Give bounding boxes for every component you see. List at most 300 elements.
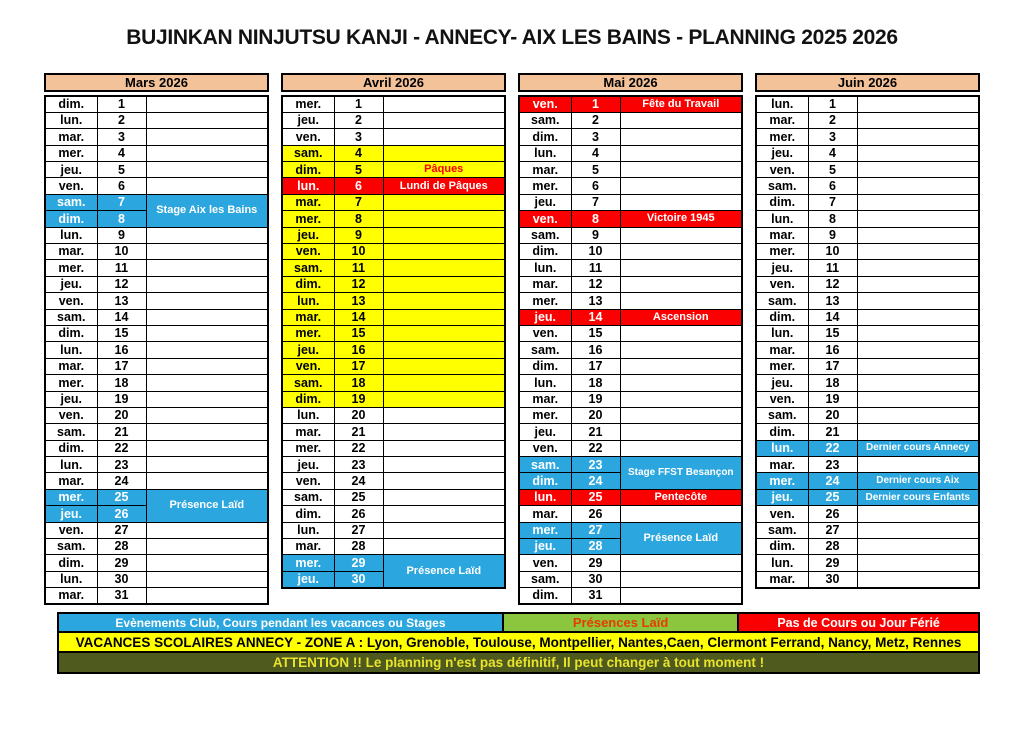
day-name-cell: mar.: [756, 227, 808, 243]
day-row: [756, 375, 979, 391]
day-name-cell: mar.: [519, 162, 571, 178]
day-number-cell: 24: [97, 473, 146, 489]
day-row: [756, 260, 979, 276]
day-number-cell: 26: [808, 506, 857, 522]
day-row: [282, 539, 505, 555]
event-cell-empty: [620, 129, 742, 145]
day-row: [45, 588, 268, 604]
day-row: [282, 555, 505, 571]
day-name-cell: ven.: [45, 522, 97, 538]
day-number-cell: 28: [571, 539, 620, 555]
day-name-cell: jeu.: [282, 227, 334, 243]
day-name-cell: lun.: [519, 260, 571, 276]
day-number-cell: 11: [571, 260, 620, 276]
day-number-cell: 11: [334, 260, 383, 276]
event-cell-empty: [857, 375, 979, 391]
day-name-cell: mar.: [519, 391, 571, 407]
day-name-cell: jeu.: [756, 489, 808, 505]
day-row: [519, 260, 742, 276]
day-row: [45, 96, 268, 112]
legend-warning: ATTENTION !! Le planning n'est pas définitif, Il peut changer à tout moment !: [57, 653, 980, 674]
day-name-cell: jeu.: [519, 194, 571, 210]
month-title: Juin 2026: [755, 73, 980, 92]
day-row: [756, 112, 979, 128]
day-number-cell: 15: [97, 325, 146, 341]
event-cell-empty: [857, 522, 979, 538]
day-number-cell: 5: [334, 162, 383, 178]
day-row: [45, 358, 268, 374]
event-cell-empty: [146, 440, 268, 456]
legend-presences-laid: Présences Laïd: [502, 614, 737, 631]
event-cell-empty: [383, 473, 505, 489]
day-row: [45, 457, 268, 473]
day-row: [519, 407, 742, 423]
day-name-cell: ven.: [756, 162, 808, 178]
month-mars-2026: [44, 73, 269, 605]
day-number-cell: 31: [97, 588, 146, 604]
event-cell-empty: [146, 162, 268, 178]
day-number-cell: 14: [808, 309, 857, 325]
day-number-cell: 6: [334, 178, 383, 194]
event-cell-empty: [620, 325, 742, 341]
day-row: [519, 588, 742, 604]
day-number-cell: 26: [97, 506, 146, 522]
day-row: [282, 145, 505, 161]
day-name-cell: mer.: [45, 145, 97, 161]
day-number-cell: 16: [97, 342, 146, 358]
day-row: [519, 227, 742, 243]
event-cell-empty: [383, 293, 505, 309]
day-number-cell: 29: [571, 555, 620, 571]
event-cell-empty: [383, 96, 505, 112]
day-number-cell: 4: [334, 145, 383, 161]
day-number-cell: 1: [571, 96, 620, 112]
day-name-cell: dim.: [519, 588, 571, 604]
month-title: Mars 2026: [44, 73, 269, 92]
day-name-cell: mar.: [282, 539, 334, 555]
day-number-cell: 3: [334, 129, 383, 145]
day-name-cell: mer.: [282, 325, 334, 341]
day-name-cell: lun.: [282, 178, 334, 194]
day-name-cell: lun.: [45, 112, 97, 128]
day-name-cell: ven.: [45, 407, 97, 423]
event-cell-empty: [857, 407, 979, 423]
legend-no-class-or-holiday: Pas de Cours ou Jour Férié: [737, 614, 978, 631]
day-name-cell: jeu.: [519, 309, 571, 325]
day-name-cell: lun.: [45, 571, 97, 587]
day-number-cell: 20: [97, 407, 146, 423]
event-cell-empty: [857, 227, 979, 243]
day-name-cell: mer.: [756, 473, 808, 489]
day-row: [282, 375, 505, 391]
event-cell: Lundi de Pâques: [383, 178, 505, 194]
event-cell: Stage FFST Besançon: [620, 457, 742, 490]
event-cell: Victoire 1945: [620, 211, 742, 227]
day-name-cell: dim.: [519, 473, 571, 489]
day-row: [756, 391, 979, 407]
day-number-cell: 22: [571, 440, 620, 456]
day-name-cell: mar.: [756, 342, 808, 358]
event-cell-empty: [857, 342, 979, 358]
day-row: [45, 375, 268, 391]
day-number-cell: 17: [571, 358, 620, 374]
day-name-cell: lun.: [282, 293, 334, 309]
day-row: [45, 260, 268, 276]
day-row: [756, 309, 979, 325]
event-cell-empty: [857, 211, 979, 227]
month-title: Mai 2026: [518, 73, 743, 92]
day-row: [282, 506, 505, 522]
calendar-table: [755, 95, 980, 589]
event-cell-empty: [146, 293, 268, 309]
day-number-cell: 14: [97, 309, 146, 325]
calendar-table: [518, 95, 743, 605]
day-name-cell: dim.: [519, 129, 571, 145]
day-row: [519, 178, 742, 194]
event-cell-empty: [383, 539, 505, 555]
day-row: [45, 112, 268, 128]
day-row: [519, 358, 742, 374]
day-row: [282, 178, 505, 194]
day-number-cell: 3: [808, 129, 857, 145]
day-number-cell: 2: [808, 112, 857, 128]
event-cell-empty: [383, 440, 505, 456]
event-cell-empty: [146, 260, 268, 276]
day-name-cell: jeu.: [282, 571, 334, 587]
day-name-cell: mar.: [756, 112, 808, 128]
day-name-cell: dim.: [45, 211, 97, 227]
day-number-cell: 22: [97, 440, 146, 456]
event-cell-empty: [620, 588, 742, 604]
event-cell-empty: [146, 424, 268, 440]
event-cell-empty: [857, 506, 979, 522]
event-cell-empty: [383, 424, 505, 440]
day-number-cell: 22: [808, 440, 857, 456]
day-name-cell: ven.: [756, 506, 808, 522]
day-name-cell: ven.: [282, 129, 334, 145]
day-number-cell: 27: [97, 522, 146, 538]
event-cell-empty: [383, 489, 505, 505]
legend-color-key-row: [57, 612, 980, 633]
day-number-cell: 27: [334, 522, 383, 538]
day-name-cell: sam.: [756, 178, 808, 194]
day-row: [756, 358, 979, 374]
day-number-cell: 15: [571, 325, 620, 341]
event-cell: Fête du Travail: [620, 96, 742, 112]
day-row: [282, 244, 505, 260]
day-row: [519, 342, 742, 358]
event-cell-empty: [620, 358, 742, 374]
day-row: [756, 489, 979, 505]
day-name-cell: mer.: [45, 375, 97, 391]
day-row: [45, 194, 268, 210]
event-cell-empty: [146, 391, 268, 407]
day-row: [282, 96, 505, 112]
day-name-cell: sam.: [45, 194, 97, 210]
event-cell-empty: [857, 96, 979, 112]
day-number-cell: 24: [334, 473, 383, 489]
event-cell-empty: [857, 309, 979, 325]
event-cell-empty: [857, 260, 979, 276]
day-number-cell: 30: [808, 571, 857, 587]
day-name-cell: sam.: [45, 309, 97, 325]
day-number-cell: 8: [334, 211, 383, 227]
event-cell: Ascension: [620, 309, 742, 325]
day-name-cell: dim.: [282, 506, 334, 522]
event-cell-empty: [857, 129, 979, 145]
day-row: [519, 571, 742, 587]
day-number-cell: 4: [571, 145, 620, 161]
day-row: [282, 457, 505, 473]
event-cell-empty: [620, 571, 742, 587]
day-name-cell: ven.: [282, 473, 334, 489]
day-number-cell: 12: [571, 276, 620, 292]
day-name-cell: lun.: [519, 375, 571, 391]
event-cell-empty: [146, 325, 268, 341]
day-number-cell: 30: [97, 571, 146, 587]
day-row: [519, 309, 742, 325]
day-number-cell: 25: [334, 489, 383, 505]
day-row: [282, 391, 505, 407]
day-name-cell: lun.: [45, 227, 97, 243]
day-row: [45, 473, 268, 489]
day-row: [756, 539, 979, 555]
event-cell-empty: [383, 194, 505, 210]
event-cell-empty: [383, 506, 505, 522]
day-row: [519, 96, 742, 112]
event-cell-empty: [146, 342, 268, 358]
day-row: [519, 489, 742, 505]
day-number-cell: 23: [808, 457, 857, 473]
day-number-cell: 18: [97, 375, 146, 391]
day-number-cell: 5: [571, 162, 620, 178]
day-row: [282, 260, 505, 276]
day-row: [45, 325, 268, 341]
day-number-cell: 9: [808, 227, 857, 243]
day-name-cell: dim.: [756, 194, 808, 210]
day-name-cell: mer.: [519, 522, 571, 538]
day-number-cell: 18: [334, 375, 383, 391]
day-number-cell: 9: [334, 227, 383, 243]
day-row: [282, 489, 505, 505]
event-cell-empty: [620, 407, 742, 423]
day-number-cell: 28: [97, 539, 146, 555]
day-name-cell: dim.: [756, 424, 808, 440]
day-row: [756, 145, 979, 161]
day-name-cell: jeu.: [282, 342, 334, 358]
event-cell-empty: [383, 112, 505, 128]
day-number-cell: 3: [571, 129, 620, 145]
day-number-cell: 1: [97, 96, 146, 112]
event-cell-empty: [383, 260, 505, 276]
day-name-cell: dim.: [756, 309, 808, 325]
day-number-cell: 24: [571, 473, 620, 489]
day-row: [282, 522, 505, 538]
day-name-cell: sam.: [756, 407, 808, 423]
day-name-cell: lun.: [282, 407, 334, 423]
day-row: [282, 293, 505, 309]
day-number-cell: 20: [571, 407, 620, 423]
day-name-cell: lun.: [519, 145, 571, 161]
day-number-cell: 11: [97, 260, 146, 276]
event-cell: Dernier cours Enfants: [857, 489, 979, 505]
day-row: [45, 489, 268, 505]
day-name-cell: mar.: [756, 457, 808, 473]
day-name-cell: mer.: [756, 129, 808, 145]
day-row: [756, 457, 979, 473]
day-number-cell: 24: [808, 473, 857, 489]
day-number-cell: 19: [334, 391, 383, 407]
event-cell-empty: [146, 129, 268, 145]
event-cell-empty: [620, 276, 742, 292]
event-cell-empty: [146, 555, 268, 571]
day-number-cell: 20: [808, 407, 857, 423]
day-row: [519, 424, 742, 440]
day-number-cell: 26: [571, 506, 620, 522]
day-number-cell: 1: [808, 96, 857, 112]
day-name-cell: lun.: [756, 211, 808, 227]
event-cell-empty: [383, 358, 505, 374]
day-name-cell: ven.: [45, 178, 97, 194]
day-number-cell: 29: [97, 555, 146, 571]
day-row: [45, 227, 268, 243]
day-name-cell: sam.: [282, 489, 334, 505]
event-cell-empty: [383, 309, 505, 325]
event-cell-empty: [857, 555, 979, 571]
day-name-cell: sam.: [519, 457, 571, 473]
event-cell-empty: [146, 358, 268, 374]
day-row: [519, 194, 742, 210]
day-name-cell: lun.: [756, 440, 808, 456]
day-name-cell: mar.: [45, 473, 97, 489]
day-number-cell: 18: [808, 375, 857, 391]
day-row: [519, 112, 742, 128]
day-name-cell: sam.: [519, 342, 571, 358]
day-number-cell: 27: [571, 522, 620, 538]
day-number-cell: 27: [808, 522, 857, 538]
event-cell-empty: [146, 407, 268, 423]
event-cell-empty: [383, 325, 505, 341]
day-name-cell: jeu.: [756, 145, 808, 161]
event-cell: Stage Aix les Bains: [146, 194, 268, 227]
event-cell-empty: [383, 457, 505, 473]
day-name-cell: lun.: [45, 457, 97, 473]
day-number-cell: 10: [97, 244, 146, 260]
day-row: [282, 309, 505, 325]
day-name-cell: mar.: [282, 309, 334, 325]
day-name-cell: mar.: [45, 588, 97, 604]
calendar-table: [281, 95, 506, 589]
day-name-cell: mar.: [45, 358, 97, 374]
day-name-cell: lun.: [756, 555, 808, 571]
day-row: [519, 162, 742, 178]
day-row: [519, 457, 742, 473]
event-cell-empty: [857, 194, 979, 210]
day-number-cell: 12: [808, 276, 857, 292]
day-name-cell: jeu.: [282, 457, 334, 473]
day-name-cell: sam.: [519, 112, 571, 128]
day-row: [45, 342, 268, 358]
day-name-cell: sam.: [282, 375, 334, 391]
day-name-cell: mer.: [282, 440, 334, 456]
event-cell-empty: [857, 112, 979, 128]
event-cell-empty: [857, 244, 979, 260]
month-juin-2026: [755, 73, 980, 589]
day-name-cell: dim.: [45, 555, 97, 571]
event-cell-empty: [383, 342, 505, 358]
day-name-cell: mer.: [282, 555, 334, 571]
day-number-cell: 28: [808, 539, 857, 555]
day-name-cell: jeu.: [45, 506, 97, 522]
page-title: BUJINKAN NINJUTSU KANJI - ANNECY- AIX LES BAINS - PLANNING 2025 2026: [126, 26, 898, 49]
day-row: [519, 211, 742, 227]
day-name-cell: ven.: [282, 358, 334, 374]
day-row: [756, 506, 979, 522]
day-name-cell: sam.: [282, 145, 334, 161]
calendar-table: [44, 95, 269, 605]
event-cell-empty: [146, 473, 268, 489]
day-number-cell: 21: [808, 424, 857, 440]
event-cell-empty: [857, 539, 979, 555]
day-row: [282, 424, 505, 440]
day-number-cell: 29: [334, 555, 383, 571]
event-cell-empty: [146, 539, 268, 555]
day-name-cell: ven.: [519, 325, 571, 341]
day-row: [45, 555, 268, 571]
day-number-cell: 10: [334, 244, 383, 260]
day-row: [756, 293, 979, 309]
day-row: [756, 424, 979, 440]
day-number-cell: 14: [571, 309, 620, 325]
event-cell-empty: [146, 522, 268, 538]
day-number-cell: 2: [571, 112, 620, 128]
day-name-cell: mar.: [45, 244, 97, 260]
day-number-cell: 17: [808, 358, 857, 374]
event-cell-empty: [620, 424, 742, 440]
day-row: [519, 293, 742, 309]
event-cell-empty: [620, 555, 742, 571]
day-row: [45, 162, 268, 178]
day-number-cell: 16: [808, 342, 857, 358]
event-cell-empty: [620, 342, 742, 358]
day-number-cell: 23: [334, 457, 383, 473]
day-name-cell: dim.: [45, 440, 97, 456]
day-name-cell: dim.: [519, 358, 571, 374]
day-name-cell: mar.: [756, 571, 808, 587]
day-number-cell: 6: [571, 178, 620, 194]
day-number-cell: 2: [334, 112, 383, 128]
event-cell: Présence Laïd: [383, 555, 505, 588]
day-name-cell: sam.: [45, 424, 97, 440]
day-row: [282, 407, 505, 423]
event-cell-empty: [620, 112, 742, 128]
day-number-cell: 4: [97, 145, 146, 161]
event-cell: Dernier cours Aix: [857, 473, 979, 489]
day-name-cell: jeu.: [519, 424, 571, 440]
month-avril-2026: [281, 73, 506, 589]
day-number-cell: 23: [97, 457, 146, 473]
event-cell-empty: [146, 309, 268, 325]
day-number-cell: 28: [334, 539, 383, 555]
day-number-cell: 4: [808, 145, 857, 161]
event-cell-empty: [383, 375, 505, 391]
day-name-cell: dim.: [282, 276, 334, 292]
day-row: [519, 440, 742, 456]
event-cell-empty: [857, 358, 979, 374]
day-number-cell: 8: [97, 211, 146, 227]
event-cell-empty: [620, 178, 742, 194]
day-row: [282, 276, 505, 292]
